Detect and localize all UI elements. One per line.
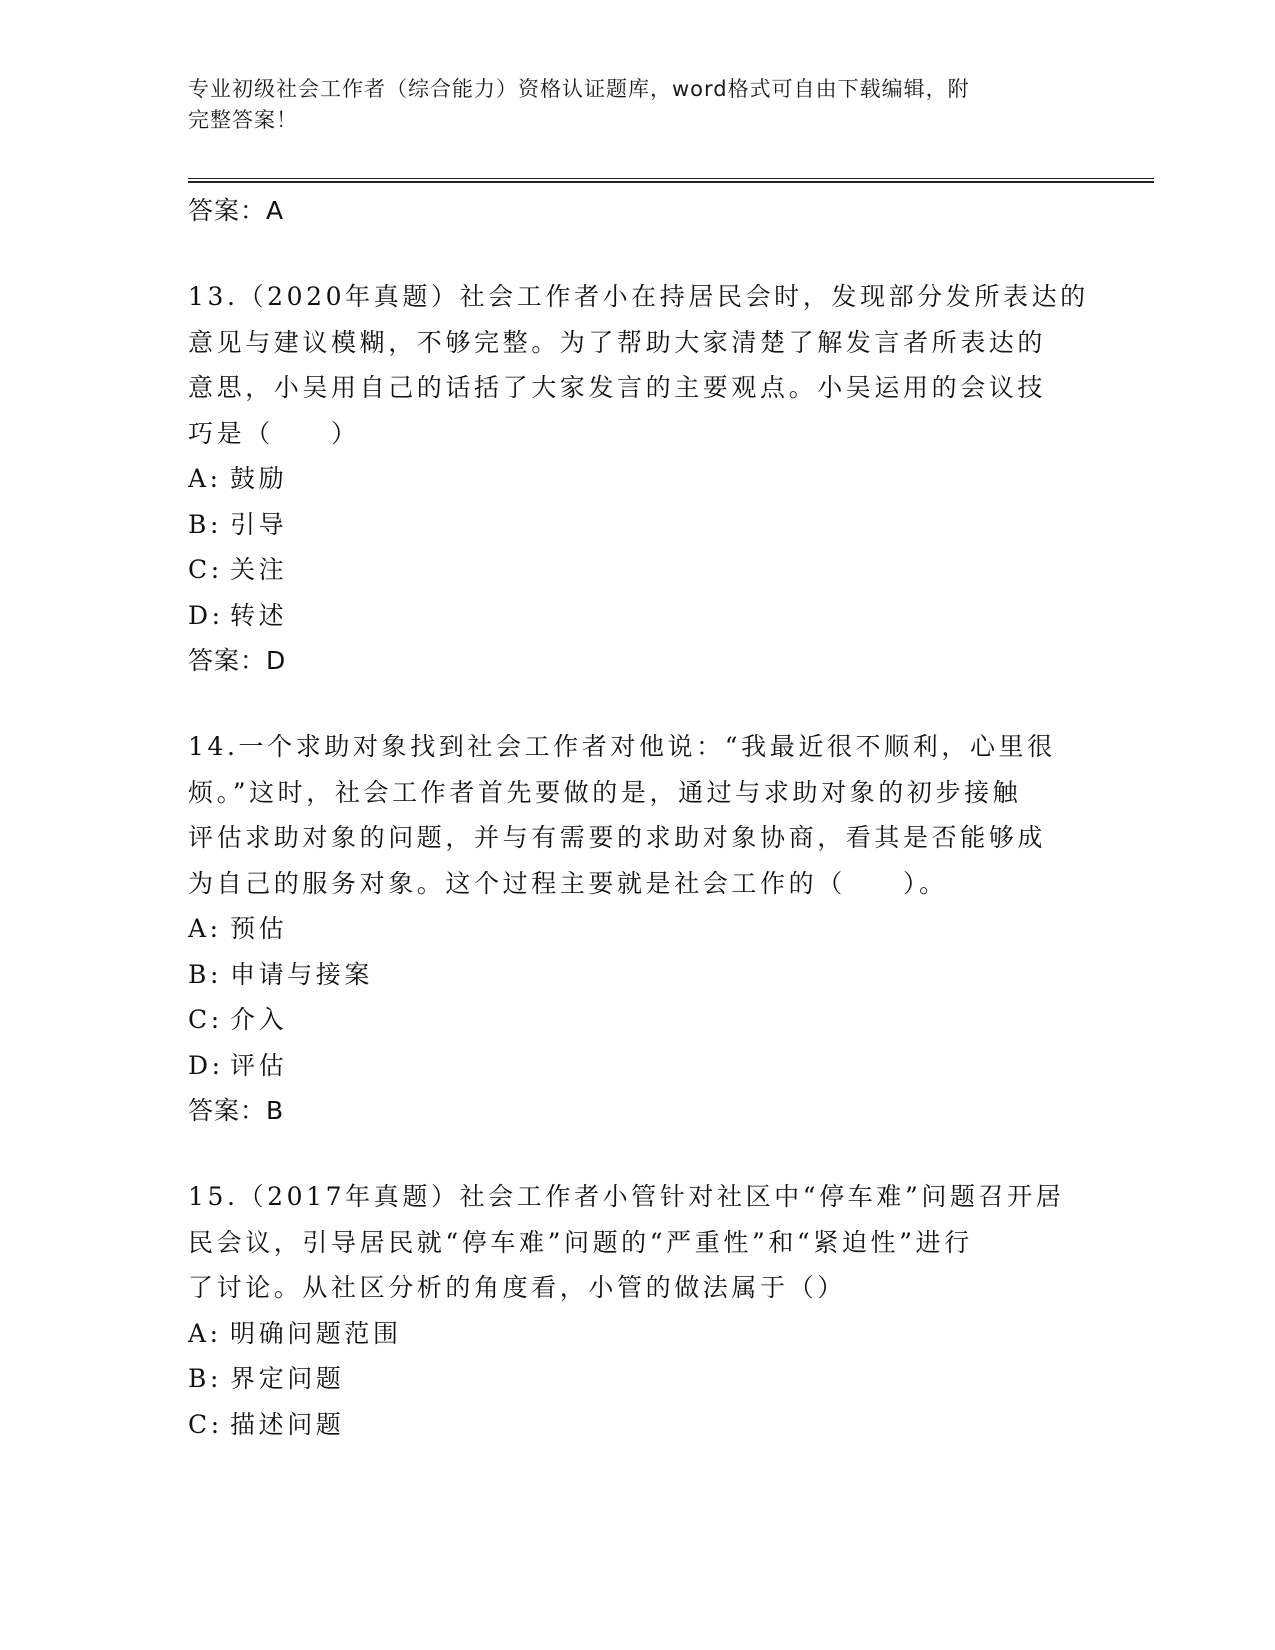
stem-line: 13.（2020年真题）社会工作者小在持居民会时，发现部分发所表达的 xyxy=(188,282,1089,311)
document-body xyxy=(188,188,1088,1447)
option-b xyxy=(188,1356,1088,1402)
stem-line: 意思，小吴用自己的话括了大家发言的主要观点。小吴运用的会议技 xyxy=(188,373,1047,402)
stem-line: 巧是（ ） xyxy=(188,418,360,448)
option-text: 转述 xyxy=(230,600,288,630)
question-13 xyxy=(188,274,1088,684)
option-b xyxy=(188,502,1088,548)
question-stem xyxy=(188,1174,1088,1311)
option-letter: A: xyxy=(188,914,222,943)
option-letter: A: xyxy=(188,1318,222,1348)
question-answer: 答案：D xyxy=(188,646,287,675)
option-text: 预估 xyxy=(230,914,288,943)
stem-line: 评估求助对象的问题，并与有需要的求助对象协商，看其是否能够成 xyxy=(188,823,1047,852)
header-divider xyxy=(188,178,1154,183)
option-b xyxy=(188,952,1088,998)
previous-answer: 答案：A xyxy=(188,196,285,225)
header-line-2: 完整答案！ xyxy=(188,108,298,132)
option-letter: C: xyxy=(188,555,223,584)
option-text: 引导 xyxy=(230,509,288,539)
option-letter: B: xyxy=(188,1364,222,1393)
option-a xyxy=(188,456,1088,502)
option-c xyxy=(188,1402,1088,1448)
option-text: 明确问题范围 xyxy=(230,1318,402,1348)
option-a xyxy=(188,1311,1088,1357)
stem-line: 了讨论。从社区分析的角度看，小管的做法属于（） xyxy=(188,1273,846,1302)
option-d xyxy=(188,1043,1088,1089)
stem-line: 为自己的服务对象。这个过程主要就是社会工作的（ ）。 xyxy=(188,868,948,898)
question-answer: 答案：B xyxy=(188,1096,285,1125)
question-stem xyxy=(188,274,1088,456)
header-line-1: 专业初级社会工作者（综合能力）资格认证题库，word格式可自由下载编辑，附 xyxy=(188,77,970,101)
question-14 xyxy=(188,724,1088,1134)
spacer xyxy=(188,684,1088,724)
option-text: 申请与接案 xyxy=(230,959,374,989)
option-text: 界定问题 xyxy=(230,1364,345,1393)
option-text: 描述问题 xyxy=(230,1409,345,1439)
option-c xyxy=(188,547,1088,593)
stem-line: 烦。”这时，社会工作者首先要做的是，通过与求助对象的初步接触 xyxy=(188,777,1022,807)
option-letter: C: xyxy=(188,1409,223,1439)
question-stem xyxy=(188,724,1088,906)
option-text: 评估 xyxy=(230,1050,288,1080)
spacer xyxy=(188,1134,1088,1174)
option-letter: C: xyxy=(188,1005,223,1034)
option-a xyxy=(188,906,1088,952)
option-text: 介入 xyxy=(230,1005,288,1034)
option-letter: D: xyxy=(188,1050,224,1080)
option-letter: D: xyxy=(188,600,224,630)
option-letter: B: xyxy=(188,959,222,989)
option-c xyxy=(188,997,1088,1043)
spacer xyxy=(188,234,1088,274)
option-letter: B: xyxy=(188,509,222,539)
question-15 xyxy=(188,1174,1088,1447)
option-letter: A: xyxy=(188,464,222,493)
stem-line: 15.（2017年真题）社会工作者小管针对社区中“停车难”问题召开居 xyxy=(188,1182,1065,1211)
option-d xyxy=(188,593,1088,639)
option-text: 关注 xyxy=(230,555,288,584)
option-text: 鼓励 xyxy=(230,464,288,493)
stem-line: 民会议，引导居民就“停车难”问题的“严重性”和“紧迫性”进行 xyxy=(188,1227,973,1257)
stem-line: 意见与建议模糊，不够完整。为了帮助大家清楚了解发言者所表达的 xyxy=(188,327,1047,357)
stem-line: 14.一个求助对象找到社会工作者对他说：“我最近很不顺利，心里很 xyxy=(188,732,1056,761)
page-header xyxy=(188,74,1088,136)
